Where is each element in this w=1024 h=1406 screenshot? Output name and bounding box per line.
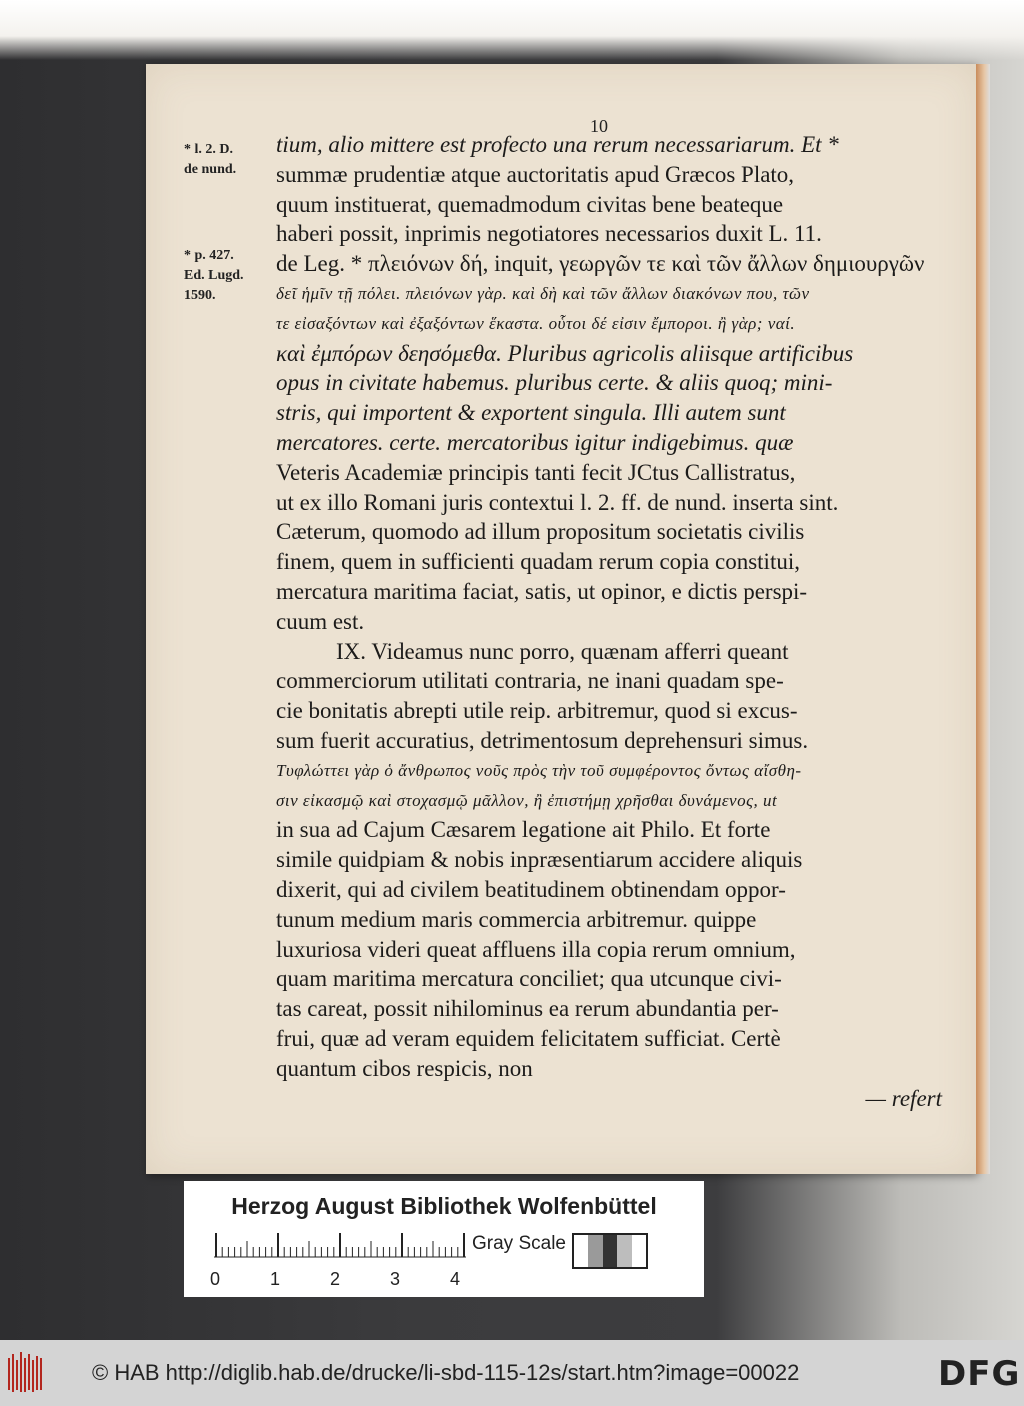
text-line: finem, quem in sufficienti quadam rerum copia constitui, [276,549,800,575]
ruler-label-4: 4 [450,1269,461,1289]
text-line: tium, alio mittere est profecto una rerum necessariarum. Et * [276,132,839,157]
text-line: cuum est. [276,608,365,634]
text-line: stris, qui importent & exportent singula. Illi autem sunt [276,400,786,426]
body-text [276,130,946,1113]
text-line: mercatura maritima faciat, satis, ut opinor, e dictis perspi- [276,578,808,604]
margin-note-2: * p. 427. Ed. Lugd. 1590. [184,248,244,303]
text-line: de Leg. * πλειόνων δή, inquit, γεωργῶν τε καὶ τῶν ἄλλων δημιουργῶν [276,251,925,277]
ruler-label-3: 3 [390,1269,401,1289]
text-line: — refert [865,1085,942,1111]
text-line: tas careat, possit nihilominus ea rerum abundantia per- [276,996,779,1022]
hab-logo-icon [6,1350,46,1396]
text-line: ut ex illo Romani juris contextui l. 2. ff. de nund. inserta sint. [276,489,839,515]
ruler-label-0: 0 [210,1269,221,1289]
text-line: summæ prudentiæ atque auctoritatis apud Græcos Plato, [276,161,795,187]
ruler-label-2: 2 [330,1269,341,1289]
text-line: luxuriosa videri queat affluens illa copia rerum omnium, [276,936,796,962]
library-banner [184,1181,704,1297]
text-line: Τυφλώττει γὰρ ὁ ἄνθρωπος νοῦς πρὸς τὴν τοῦ συμφέροντος ὄντως αἴσθη- [276,760,802,780]
text-line: mercatores. certe. mercatoribus igitur indigebimus. quæ [276,429,794,455]
text-line: Veteris Academiæ principis tanti fecit JCtus Callistratus, [276,459,796,485]
page-edge [976,64,990,1174]
text-line: quam maritima mercatura conciliet; qua utcunque civi- [276,966,782,992]
text-line: quantum cibos respicis, non [276,1055,533,1081]
text-line: haberi possit, inprimis negotiatores necessarios duxit L. 11. [276,221,822,247]
text-line: in sua ad Cajum Cæsarem legatione ait Philo. Et forte [276,817,771,843]
dfg-logo: DFG [938,1354,1021,1394]
text-line: σιν εἰκασμῷ καὶ στοχασμῷ μᾶλλον, ἢ ἐπιστήμῃ χρῆσθαι δυνάμενος, ut [276,790,778,810]
text-line: τε εἰσαξόντων καὶ ἐξαξόντων ἕκαστα. οὗτοι δέ εἰσιν ἔμποροι. ἢ γὰρ; ναί. [276,313,796,333]
page-number: 10 [590,116,608,136]
footer-bar [0,1340,1024,1406]
gray-swatch [603,1235,617,1267]
gray-swatch [588,1235,602,1267]
gray-swatch [632,1235,646,1267]
text-line: cie bonitatis abrepti utile reip. arbitremur, quod si excus- [276,698,798,724]
text-line: frui, quæ ad veram equidem felicitatem sufficiat. Certè [276,1025,781,1051]
text-line: dixerit, qui ad civilem beatitudinem obtinendam oppor- [276,876,786,902]
gray-swatch [574,1235,588,1267]
text-line: δεῖ ἡμῖν τῇ πόλει. πλειόνων γὰρ. καὶ δὴ καὶ τῶν ἄλλων διακόνων που, τῶν [276,283,810,303]
text-line: simile quidpiam & nobis inpræsentiarum accidere aliquis [276,847,803,873]
scale-ruler [214,1233,474,1259]
ruler-ticks [214,1233,474,1259]
text-line: sum fuerit accuratius, detrimentosum deprehensuri simus. [276,727,809,753]
text-line: quum instituerat, quemadmodum civitas bene beateque [276,191,784,217]
gray-scale-label: Gray Scale [472,1233,566,1254]
ruler-label-1: 1 [270,1269,281,1289]
margin-note-1: * l. 2. D. de nund. [184,142,237,177]
scan-background-top [0,0,1024,60]
text-line: tunum medium maris commercia arbitremur. quippe [276,906,757,932]
text-line: Cæterum, quomodo ad illum propositum societatis civilis [276,519,805,545]
text-line: IX. Videamus nunc porro, quænam afferri queant [336,638,789,664]
text-line: commerciorum utilitati contraria, ne inani quadam spe- [276,668,784,694]
footer-url[interactable]: © HAB http://diglib.hab.de/drucke/li-sbd-115-12s/start.htm?image=00022 [92,1360,800,1385]
text-line: opus in civitate habemus. pluribus certe. & aliis quoq; mini- [276,370,833,396]
gray-scale-swatch [572,1233,648,1269]
gray-swatch [617,1235,631,1267]
text-line: καὶ ἐμπόρων δεησόμεθα. Pluribus agricolis aliisque artificibus [276,340,854,366]
banner-title: Herzog August Bibliothek Wolfenbüttel [231,1193,657,1219]
